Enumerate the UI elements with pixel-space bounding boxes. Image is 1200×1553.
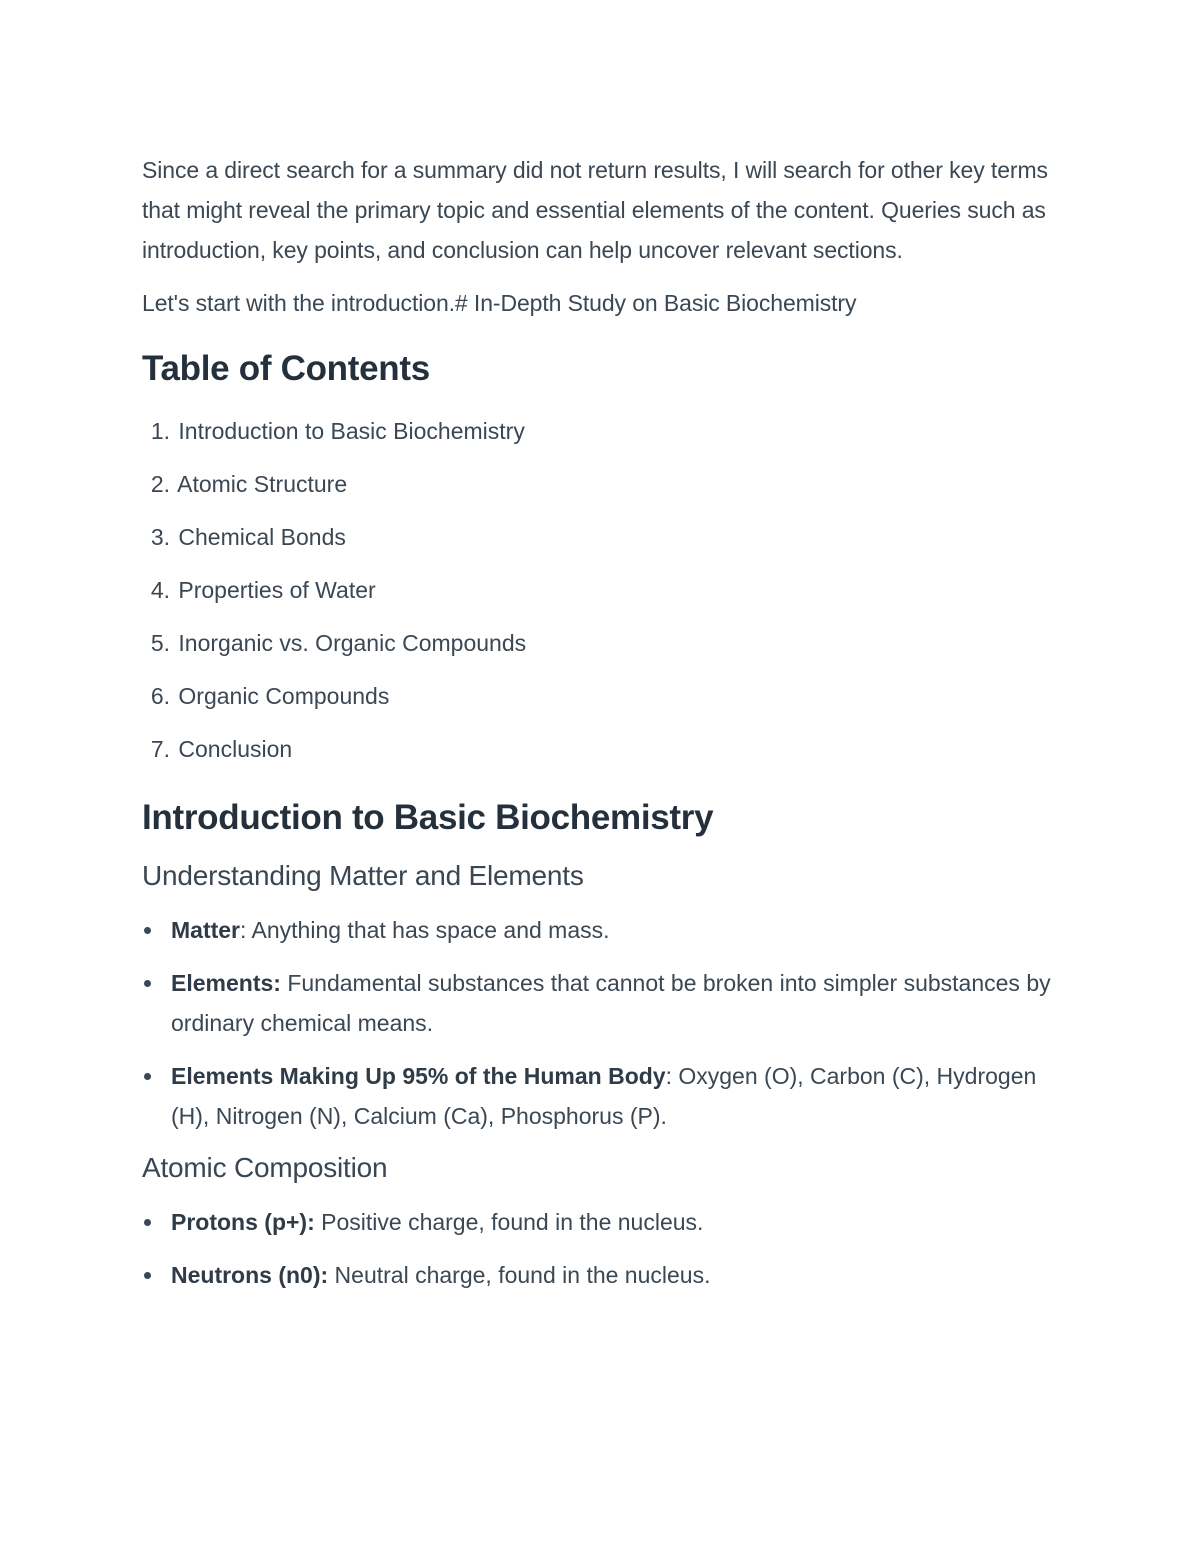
subsection-heading-atomic-composition: Atomic Composition (142, 1152, 388, 1183)
matter-bullet-list (142, 910, 1062, 1136)
bullet-icon (144, 927, 151, 934)
bullet-separator: : (240, 917, 247, 943)
toc-item (142, 458, 1062, 511)
toc-item (142, 723, 1062, 776)
subsection-heading-matter: Understanding Matter and Elements (142, 860, 584, 891)
bullet-text: Neutral charge, found in the nucleus. (328, 1262, 711, 1288)
list-item (142, 1255, 1062, 1295)
list-item (142, 1202, 1062, 1242)
bullet-icon (144, 1073, 151, 1080)
bullet-icon (144, 1272, 151, 1279)
toc-item-number: 7. (150, 736, 170, 762)
toc-item (142, 564, 1062, 617)
toc-item-number: 1. (150, 418, 170, 444)
toc-item-label: Organic Compounds (178, 683, 390, 709)
toc-item-number: 6. (150, 683, 170, 709)
bullet-icon (144, 1219, 151, 1226)
bullet-icon (144, 980, 151, 987)
toc-item (142, 617, 1062, 670)
toc-item-label: Chemical Bonds (178, 524, 346, 550)
toc-item-label: Conclusion (178, 736, 293, 762)
toc-item (142, 511, 1062, 564)
toc-item-label: Inorganic vs. Organic Compounds (178, 630, 527, 656)
toc-item-label: Atomic Structure (177, 471, 348, 497)
bullet-text: Anything that has space and mass. (246, 917, 610, 943)
atomic-bullet-list (142, 1202, 1062, 1295)
list-item (142, 910, 1062, 950)
bullet-term: Elements Making Up 95% of the Human Body (171, 1063, 666, 1089)
bullet-text: Oxygen (O), Carbon (C), Hydrogen (H), Nitrogen (N), Calcium (Ca), Phosphorus (P). (171, 1063, 1037, 1129)
start-line: Let's start with the introduction.# In-Depth Study on Basic Biochemistry (142, 290, 857, 316)
list-item (142, 963, 1062, 1043)
toc-item-number: 3. (150, 524, 170, 550)
list-item (142, 1056, 1062, 1136)
bullet-term: Elements: (171, 970, 281, 996)
toc-item-number: 4. (150, 577, 170, 603)
bullet-text: Fundamental substances that cannot be broken into simpler substances by ordinary chemical means. (171, 970, 1051, 1036)
bullet-separator: : (665, 1063, 672, 1089)
toc-list (142, 405, 1062, 776)
bullet-term: Matter (171, 917, 241, 943)
toc-item-number: 5. (150, 630, 170, 656)
toc-item-label: Properties of Water (178, 577, 376, 603)
toc-item (142, 405, 1062, 458)
document-page (142, 150, 1062, 1295)
toc-heading: Table of Contents (142, 349, 430, 388)
section-heading-introduction: Introduction to Basic Biochemistry (142, 798, 714, 837)
bullet-text: Positive charge, found in the nucleus. (314, 1209, 704, 1235)
bullet-term: Neutrons (n0): (171, 1262, 329, 1288)
toc-item-number: 2. (150, 471, 170, 497)
toc-item (142, 670, 1062, 723)
bullet-term: Protons (p+): (171, 1209, 315, 1235)
toc-item-label: Introduction to Basic Biochemistry (178, 418, 525, 444)
intro-paragraph: Since a direct search for a summary did not return results, I will search for other key terms that might reveal the primary topic and essential elements of the content. Queries such as introduction, key points, and conclusion can help uncover relevant sections. (142, 157, 1048, 263)
